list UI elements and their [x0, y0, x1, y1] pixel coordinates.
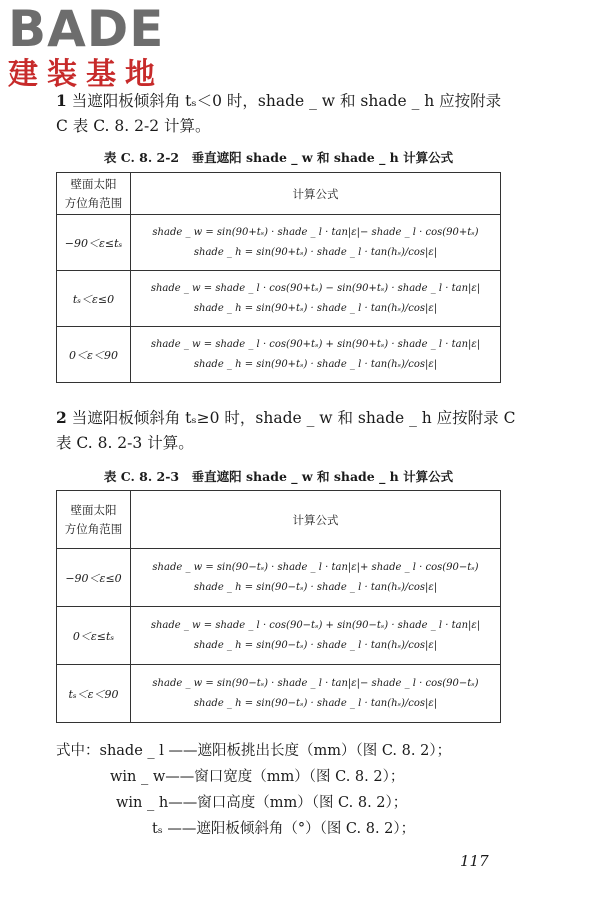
paragraph-1 — [56, 88, 516, 139]
table-2-header-range-line1: 壁面太阳 — [70, 502, 117, 517]
formula-cell — [131, 607, 501, 665]
table-2-header-range — [57, 491, 131, 549]
formula-shade-h: shade _ h = sin(90−tₛ) · shade _ l · tan(hₛ)/cos|ε| — [193, 581, 438, 593]
table-2 — [56, 490, 501, 723]
table-1-caption: 表 C. 8. 2-2 垂直遮阳 shade _ w 和 shade _ h 计算公式 — [103, 150, 454, 165]
paragraph-1-text: 当遮阳板倾斜角 tₛ＜0 时，shade _ w 和 shade _ h 应按附录 C 表 C. 8. 2-2 计算。 — [56, 92, 502, 135]
range-cell: −90＜ε≤tₛ — [57, 215, 131, 271]
note-shade-l: 式中：shade _ l ——遮阳板挑出长度（mm）（图 C. 8. 2）； — [56, 743, 452, 759]
formula-cell — [131, 215, 501, 271]
logo-brand: BADE — [8, 0, 165, 58]
range-cell: −90＜ε≤0 — [57, 549, 131, 607]
formula-cell — [131, 549, 501, 607]
logo-subtitle: 建装基地 — [8, 57, 164, 92]
formula-shade-h: shade _ h = sin(90+tₛ) · shade _ l · tan(hₛ)/cos|ε| — [193, 246, 438, 258]
formula-cell — [131, 327, 501, 383]
formula-shade-w: shade _ w = shade _ l · cos(90+tₛ) − sin(90+tₛ) · shade _ l · tan|ε| — [150, 282, 481, 294]
table-1-header-formula: 计算公式 — [131, 173, 501, 215]
table-2-caption: 表 C. 8. 2-3 垂直遮阳 shade _ w 和 shade _ h 计算公式 — [103, 469, 454, 484]
formula-shade-h: shade _ h = sin(90+tₛ) · shade _ l · tan(hₛ)/cos|ε| — [193, 358, 438, 370]
table-row — [57, 549, 501, 607]
range-cell: 0＜ε＜90 — [57, 327, 131, 383]
table-1-header-range — [57, 173, 131, 215]
paragraph-2-text: 当遮阳板倾斜角 tₛ≥0 时，shade _ w 和 shade _ h 应按附录 C 表 C. 8. 2-3 计算。 — [56, 409, 516, 452]
range-cell: 0＜ε≤tₛ — [57, 607, 131, 665]
table-row — [57, 215, 501, 271]
formula-cell — [131, 665, 501, 723]
formula-shade-w: shade _ w = sin(90−tₛ) · shade _ l · tan|ε|− shade _ l · cos(90−tₛ) — [152, 677, 479, 689]
table-1-header-range-line1: 壁面太阳 — [70, 176, 117, 191]
table-row — [57, 607, 501, 665]
paragraph-2-number: 2 — [56, 408, 67, 427]
page-number: 117 — [460, 852, 489, 870]
table-2-header-range-line2: 方位角范围 — [64, 521, 123, 536]
formula-shade-w: shade _ w = sin(90−tₛ) · shade _ l · tan|ε|+ shade _ l · cos(90−tₛ) — [152, 561, 479, 573]
table-1-header-range-line2: 方位角范围 — [64, 195, 123, 210]
table-row — [57, 271, 501, 327]
formula-shade-w: shade _ w = shade _ l · cos(90+tₛ) + sin(90+tₛ) · shade _ l · tan|ε| — [150, 338, 481, 350]
range-cell: tₛ＜ε≤0 — [57, 271, 131, 327]
note-ts: tₛ ——遮阳板倾斜角（°）（图 C. 8. 2）； — [152, 821, 416, 837]
note-win-w: win _ w——窗口宽度（mm）（图 C. 8. 2）； — [110, 769, 405, 785]
note-win-h: win _ h——窗口高度（mm）（图 C. 8. 2）； — [116, 795, 408, 811]
range-cell: tₛ＜ε＜90 — [57, 665, 131, 723]
formula-shade-h: shade _ h = sin(90−tₛ) · shade _ l · tan(hₛ)/cos|ε| — [193, 639, 438, 651]
table-row — [57, 327, 501, 383]
formula-shade-h: shade _ h = sin(90−tₛ) · shade _ l · tan(hₛ)/cos|ε| — [193, 697, 438, 709]
table-1-header — [57, 173, 501, 215]
formula-shade-w: shade _ w = sin(90+tₛ) · shade _ l · tan|ε|− shade _ l · cos(90+tₛ) — [152, 226, 479, 238]
table-2-header — [57, 491, 501, 549]
formula-cell — [131, 271, 501, 327]
watermark-logo — [8, 0, 183, 94]
table-1 — [56, 172, 501, 383]
paragraph-1-number: 1 — [56, 91, 67, 110]
formula-shade-h: shade _ h = sin(90+tₛ) · shade _ l · tan(hₛ)/cos|ε| — [193, 302, 438, 314]
table-row — [57, 665, 501, 723]
paragraph-2 — [56, 405, 516, 456]
formula-shade-w: shade _ w = shade _ l · cos(90−tₛ) + sin(90−tₛ) · shade _ l · tan|ε| — [150, 619, 481, 631]
table-2-header-formula: 计算公式 — [131, 491, 501, 549]
